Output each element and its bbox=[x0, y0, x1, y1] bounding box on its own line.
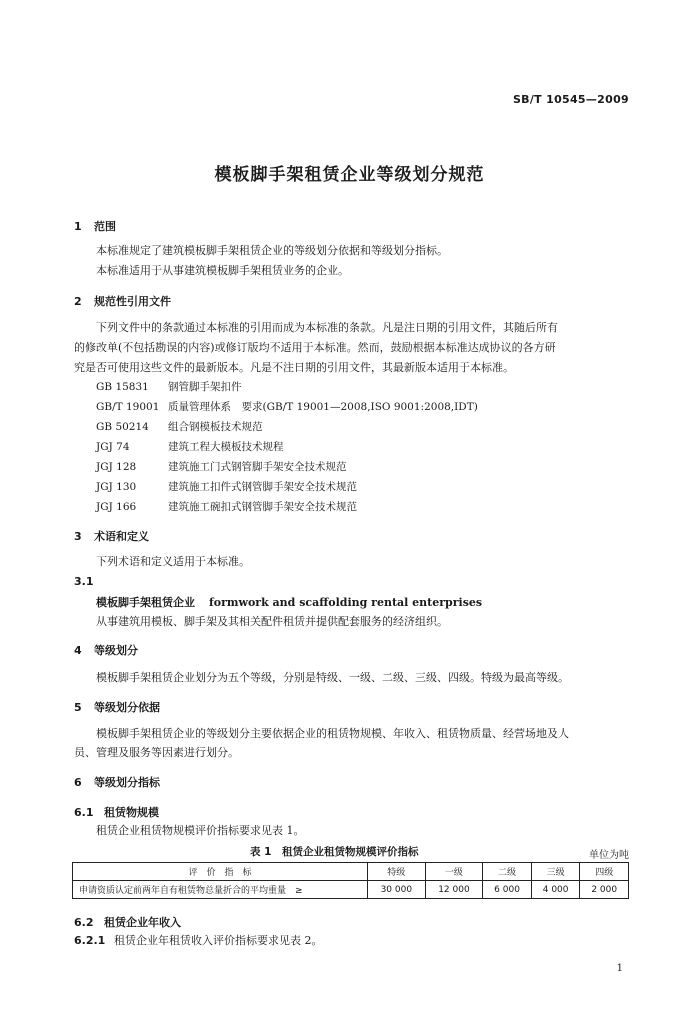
section-title: 等级划分依据 bbox=[94, 701, 160, 714]
section-5-paragraph-line: 员、管理及服务等因素进行划分。 bbox=[74, 746, 239, 759]
table-unit: 单位为吨 bbox=[589, 850, 629, 861]
section-2-heading bbox=[74, 293, 171, 309]
table-cell: 12 000 bbox=[425, 881, 483, 899]
reference-code: GB 15831 bbox=[96, 381, 149, 393]
section-1-paragraph: 本标准适用于从事建筑模板脚手架租赁业务的企业。 bbox=[96, 264, 349, 277]
section-title: 术语和定义 bbox=[94, 530, 149, 543]
term-english: formwork and scaffolding rental enterprises bbox=[209, 596, 483, 609]
subsection-title: 租赁企业年收入 bbox=[104, 916, 181, 929]
reference-item bbox=[96, 457, 478, 477]
subsection-paragraph: 租赁企业年租赁收入评价指标要求见表 2。 bbox=[114, 934, 323, 947]
section-number: 5 bbox=[74, 701, 82, 714]
section-title: 规范性引用文件 bbox=[94, 295, 171, 308]
table-header-cell: 特级 bbox=[368, 863, 426, 881]
section-title: 等级划分指标 bbox=[94, 776, 160, 789]
section-title: 范围 bbox=[94, 220, 116, 233]
section-2-paragraph-line: 究是否可使用这些文件的最新版本。凡是不注日期的引用文件，其最新版本适用于本标准。 bbox=[74, 361, 514, 374]
subsection-6-1-heading bbox=[74, 804, 159, 820]
page-number: 1 bbox=[616, 963, 623, 974]
reference-list bbox=[96, 377, 478, 517]
table-header-cell: 二级 bbox=[483, 863, 532, 881]
term-entry bbox=[96, 594, 482, 610]
reference-title: 建筑工程大模板技术规程 bbox=[168, 441, 284, 453]
section-2-paragraph-line: 下列文件中的条款通过本标准的引用而成为本标准的条款。凡是注日期的引用文件，其随后所有 bbox=[96, 321, 558, 334]
section-number: 4 bbox=[74, 644, 82, 657]
reference-item bbox=[96, 497, 478, 517]
reference-title: 质量管理体系 要求(GB/T 19001—2008,ISO 9001:2008,IDT) bbox=[168, 401, 478, 413]
standard-code: SB/T 10545—2009 bbox=[512, 93, 629, 106]
subsection-title: 租赁物规模 bbox=[104, 806, 159, 819]
section-number: 1 bbox=[74, 220, 82, 233]
section-number: 3 bbox=[74, 530, 82, 543]
section-2-paragraph-line: 的修改单(不包括勘误的内容)或修订版均不适用于本标准。然而，鼓励根据本标准达成协议的各方研 bbox=[74, 341, 556, 354]
section-number: 6 bbox=[74, 776, 82, 789]
subsection-number: 3.1 bbox=[74, 575, 94, 588]
subsection-6-2-heading bbox=[74, 914, 181, 930]
section-3-heading bbox=[74, 528, 149, 544]
reference-code: JGJ 130 bbox=[96, 481, 137, 493]
table-1 bbox=[72, 862, 629, 899]
section-3-paragraph: 下列术语和定义适用于本标准。 bbox=[96, 555, 250, 568]
section-5-paragraph-line: 模板脚手架租赁企业的等级划分主要依据企业的租赁物规模、年收入、租赁物质量、经营场地及人 bbox=[96, 727, 569, 740]
table-cell: 4 000 bbox=[531, 881, 580, 899]
section-1-heading bbox=[74, 218, 116, 234]
table-cell: 30 000 bbox=[368, 881, 426, 899]
table-row bbox=[73, 881, 629, 899]
table-header-cell: 评 价 指 标 bbox=[73, 863, 368, 881]
section-4-paragraph: 模板脚手架租赁企业划分为五个等级，分别是特级、一级、二级、三级、四级。特级为最高等级。 bbox=[96, 671, 569, 684]
reference-code: GB/T 19001 bbox=[96, 401, 160, 413]
section-5-heading bbox=[74, 699, 160, 715]
table-cell: 2 000 bbox=[580, 881, 629, 899]
reference-title: 建筑施工扣件式钢管脚手架安全技术规范 bbox=[168, 481, 357, 493]
table-header-cell: 四级 bbox=[580, 863, 629, 881]
table-header-row bbox=[73, 863, 629, 881]
subsection-number: 6.2 bbox=[74, 916, 94, 929]
table-cell: 6 000 bbox=[483, 881, 532, 899]
section-title: 等级划分 bbox=[94, 644, 138, 657]
reference-title: 钢管脚手架扣件 bbox=[168, 381, 242, 393]
reference-code: JGJ 128 bbox=[96, 461, 137, 473]
section-4-heading bbox=[74, 642, 138, 658]
reference-item bbox=[96, 397, 478, 417]
reference-code: JGJ 166 bbox=[96, 501, 137, 513]
section-6-heading bbox=[74, 774, 160, 790]
section-number: 2 bbox=[74, 295, 82, 308]
reference-title: 建筑施工门式钢管脚手架安全技术规范 bbox=[168, 461, 347, 473]
table-row-label: 申请资质认定前两年自有租赁物总量折合的平均重量 ≥ bbox=[73, 881, 368, 899]
reference-item bbox=[96, 377, 478, 397]
subsection-6-2-1 bbox=[74, 932, 323, 950]
table-header-cell: 一级 bbox=[425, 863, 483, 881]
reference-title: 组合钢模板技术规范 bbox=[168, 421, 263, 433]
table-header-cell: 三级 bbox=[531, 863, 580, 881]
subsection-6-1-paragraph: 租赁企业租赁物规模评价指标要求见表 1。 bbox=[96, 824, 305, 837]
subsection-number: 6.2.1 bbox=[74, 934, 106, 947]
table-caption: 表 1 租赁企业租赁物规模评价指标 bbox=[250, 846, 419, 858]
reference-code: GB 50214 bbox=[96, 421, 149, 433]
term-definition: 从事建筑用模板、脚手架及其相关配件租赁并提供配套服务的经济组织。 bbox=[96, 615, 448, 628]
reference-title: 建筑施工碗扣式钢管脚手架安全技术规范 bbox=[168, 501, 357, 513]
subsection-number: 6.1 bbox=[74, 806, 94, 819]
reference-item bbox=[96, 417, 478, 437]
reference-item bbox=[96, 437, 478, 457]
term-chinese: 模板脚手架租赁企业 bbox=[96, 596, 195, 609]
reference-item bbox=[96, 477, 478, 497]
section-1-paragraph: 本标准规定了建筑模板脚手架租赁企业的等级划分依据和等级划分指标。 bbox=[96, 244, 448, 257]
document-title: 模板脚手架租赁企业等级划分规范 bbox=[214, 165, 485, 185]
reference-code: JGJ 74 bbox=[96, 441, 130, 453]
